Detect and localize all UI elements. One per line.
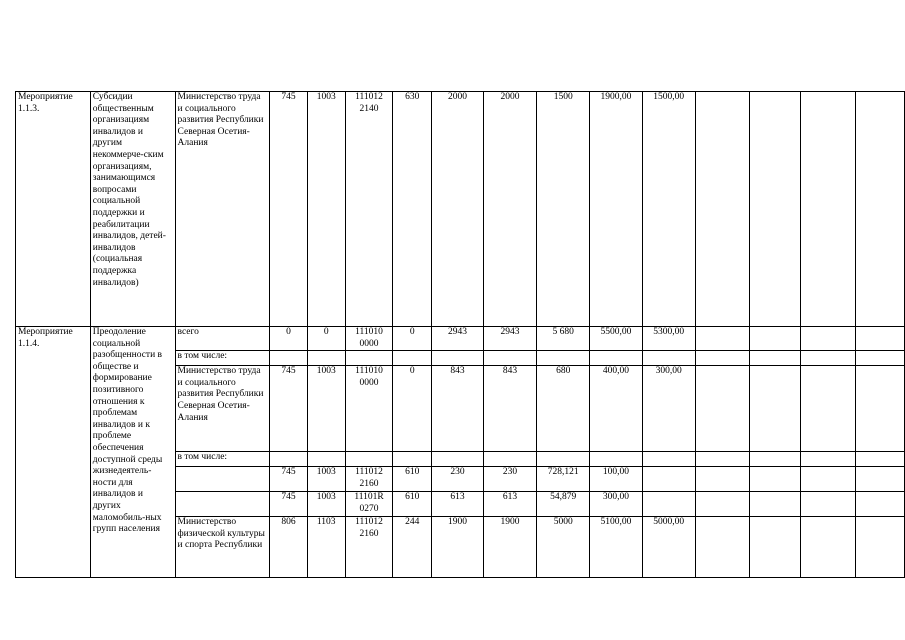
cell-vr: 0 <box>393 366 432 452</box>
empty-cell <box>642 467 695 492</box>
empty-cell <box>749 452 800 467</box>
cell-value-4: 5500,00 <box>590 327 643 351</box>
empty-cell <box>483 351 537 366</box>
cell-csr: 111012 2160 <box>345 517 393 578</box>
empty-cell <box>695 467 749 492</box>
empty-cell <box>855 327 904 351</box>
empty-cell <box>749 492 800 517</box>
empty-cell <box>695 366 749 452</box>
empty-cell <box>695 517 749 578</box>
empty-cell <box>749 517 800 578</box>
cell-vr: 0 <box>393 327 432 351</box>
empty-cell <box>307 452 345 467</box>
cell-value-1: 2943 <box>432 327 484 351</box>
cell-rzpr: 1103 <box>307 517 345 578</box>
empty-cell <box>695 327 749 351</box>
cell-rzpr: 1003 <box>307 492 345 517</box>
empty-cell <box>393 351 432 366</box>
cell-csr: 111010 0000 <box>345 327 393 351</box>
budget-table <box>15 91 905 578</box>
empty-cell <box>855 366 904 452</box>
executor: всего <box>175 327 270 351</box>
empty-cell <box>345 351 393 366</box>
event-number: Мероприятие 1.1.3. <box>16 92 91 327</box>
empty-cell <box>432 452 484 467</box>
empty-cell <box>801 467 855 492</box>
including-label: в том числе: <box>175 452 270 467</box>
empty-cell <box>393 452 432 467</box>
cell-value-5: 300,00 <box>642 366 695 452</box>
event-number: Мероприятие 1.1.4. <box>16 327 91 578</box>
event-name: Преодоление социальной разобщенности в обществе и формирование позитивного отношения к проблемам инвалидов и к проблеме обеспечения доступной среды жизнедеятель-ности для инвалидов и других маломобиль-ных групп населения <box>90 327 175 578</box>
cell-csr: 11101R 0270 <box>345 492 393 517</box>
empty-cell <box>695 351 749 366</box>
empty-cell <box>801 92 855 327</box>
executor: Министерство труда и социального развития Республики Северная Осетия-Алания <box>175 366 270 452</box>
cell-grbs: 745 <box>270 366 308 452</box>
cell-value-2: 2943 <box>483 327 537 351</box>
cell-value-2: 1900 <box>483 517 537 578</box>
executor: Министерство труда и социального развития Республики Северная Осетия-Алания <box>175 92 270 327</box>
cell-vr: 244 <box>393 517 432 578</box>
cell-value-3: 54,879 <box>537 492 590 517</box>
cell-value-3: 1500 <box>537 92 590 327</box>
empty-cell <box>801 517 855 578</box>
cell-grbs: 0 <box>270 327 308 351</box>
empty-cell <box>695 452 749 467</box>
cell-value-1: 1900 <box>432 517 484 578</box>
cell-value-3: 728,121 <box>537 467 590 492</box>
empty-cell <box>270 351 308 366</box>
cell-grbs: 806 <box>270 517 308 578</box>
empty-cell <box>590 452 643 467</box>
cell-csr: 111012 2140 <box>345 92 393 327</box>
empty-cell <box>642 492 695 517</box>
empty-cell <box>642 351 695 366</box>
empty-cell <box>642 452 695 467</box>
cell-value-4: 100,00 <box>590 467 643 492</box>
cell-value-3: 5 680 <box>537 327 590 351</box>
executor: Министерство физической культуры и спорта Республики <box>175 517 270 578</box>
cell-rzpr: 1003 <box>307 92 345 327</box>
cell-value-2: 2000 <box>483 92 537 327</box>
table-row <box>16 327 905 351</box>
cell-value-1: 613 <box>432 492 484 517</box>
cell-csr: 111010 0000 <box>345 366 393 452</box>
cell-value-2: 230 <box>483 467 537 492</box>
event-name: Субсидии общественным организациям инвалидов и другим некоммерче-ским организациям, занимающимся вопросами социальной поддержки и реабилитации инвалидов, детей-инвалидов (социальная поддержка инвалидов) <box>90 92 175 327</box>
cell-grbs: 745 <box>270 92 308 327</box>
empty-cell <box>855 351 904 366</box>
empty-cell <box>749 92 800 327</box>
cell-value-2: 843 <box>483 366 537 452</box>
cell-grbs: 745 <box>270 492 308 517</box>
empty-cell <box>537 452 590 467</box>
empty-cell <box>801 366 855 452</box>
cell-value-4: 5100,00 <box>590 517 643 578</box>
empty-cell <box>855 452 904 467</box>
cell-rzpr: 1003 <box>307 366 345 452</box>
cell-vr: 610 <box>393 467 432 492</box>
empty-cell <box>432 351 484 366</box>
empty-cell <box>855 517 904 578</box>
cell-vr: 610 <box>393 492 432 517</box>
empty-cell <box>175 492 270 517</box>
empty-cell <box>749 467 800 492</box>
cell-vr: 630 <box>393 92 432 327</box>
cell-value-3: 5000 <box>537 517 590 578</box>
cell-grbs: 745 <box>270 467 308 492</box>
cell-value-5: 1500,00 <box>642 92 695 327</box>
cell-value-1: 230 <box>432 467 484 492</box>
including-label: в том числе: <box>175 351 270 366</box>
empty-cell <box>483 452 537 467</box>
cell-value-3: 680 <box>537 366 590 452</box>
empty-cell <box>749 351 800 366</box>
table-row <box>16 92 905 327</box>
cell-value-5: 5300,00 <box>642 327 695 351</box>
cell-value-1: 843 <box>432 366 484 452</box>
empty-cell <box>345 452 393 467</box>
cell-rzpr: 1003 <box>307 467 345 492</box>
empty-cell <box>801 492 855 517</box>
empty-cell <box>855 492 904 517</box>
empty-cell <box>537 351 590 366</box>
cell-value-2: 613 <box>483 492 537 517</box>
empty-cell <box>695 492 749 517</box>
empty-cell <box>695 92 749 327</box>
empty-cell <box>855 467 904 492</box>
cell-csr: 111012 2160 <box>345 467 393 492</box>
empty-cell <box>270 452 308 467</box>
cell-value-4: 1900,00 <box>590 92 643 327</box>
empty-cell <box>307 351 345 366</box>
cell-value-5: 5000,00 <box>642 517 695 578</box>
empty-cell <box>175 467 270 492</box>
empty-cell <box>749 327 800 351</box>
empty-cell <box>801 351 855 366</box>
cell-value-4: 400,00 <box>590 366 643 452</box>
cell-value-4: 300,00 <box>590 492 643 517</box>
cell-value-1: 2000 <box>432 92 484 327</box>
empty-cell <box>749 366 800 452</box>
empty-cell <box>855 92 904 327</box>
empty-cell <box>590 351 643 366</box>
empty-cell <box>801 452 855 467</box>
cell-rzpr: 0 <box>307 327 345 351</box>
empty-cell <box>801 327 855 351</box>
